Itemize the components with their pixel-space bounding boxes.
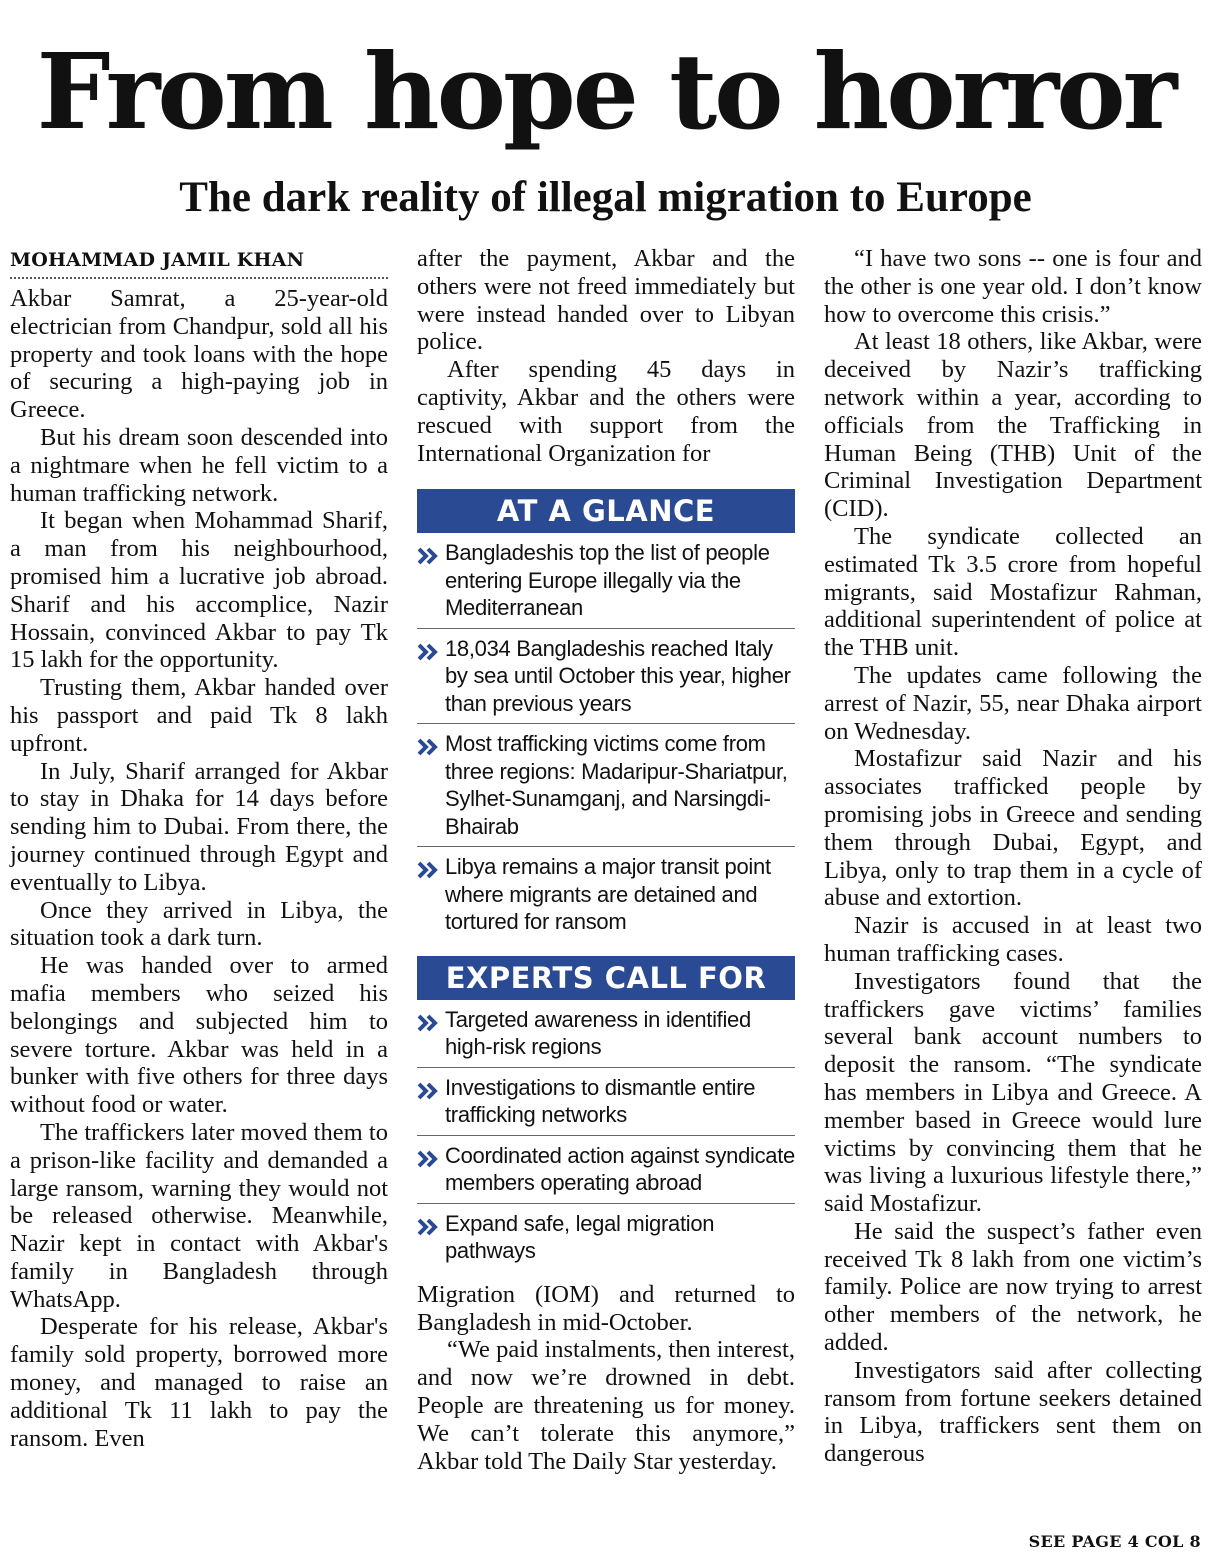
- paragraph: Migration (IOM) and returned to Bangladesh in mid-October.: [417, 1280, 795, 1336]
- paragraph: In July, Sharif arranged for Akbar to stay in Dhaka for 14 days before sending him to Dubai. From there, the journey continued through Egypt and eventually to Libya.: [10, 757, 388, 896]
- glance-item: [417, 724, 795, 847]
- paragraph: He was handed over to armed mafia members who seized his belongings and subjected him to severe torture. Akbar was held in a bunker with five others for three days without food or water.: [10, 952, 388, 1119]
- experts-call-for-title: EXPERTS CALL FOR: [417, 956, 795, 1000]
- double-chevron-right-icon: [417, 1215, 445, 1243]
- paragraph: Mostafizur said Nazir and his associates trafficked people by promising jobs in Greece and sending them through Dubai, Egypt, and Libya, only to trap them in a cycle of abuse and extortion.: [824, 745, 1202, 912]
- experts-item-text: Investigations to dismantle entire trafficking networks: [445, 1074, 756, 1128]
- experts-item: [417, 1000, 795, 1068]
- double-chevron-right-icon: [417, 640, 445, 668]
- article-column-2: [417, 245, 795, 1475]
- paragraph: It began when Mohammad Sharif, a man from his neighbourhood, promised him a lucrative job abroad. Sharif and his accomplice, Nazir Hossain, convinced Akbar to pay Tk 15 lakh for the opportunity.: [10, 507, 388, 674]
- paragraph: Trusting them, Akbar handed over his passport and paid Tk 8 lakh upfront.: [10, 674, 388, 757]
- experts-item: [417, 1136, 795, 1204]
- double-chevron-right-icon: [417, 1079, 445, 1107]
- paragraph: “I have two sons -- one is four and the other is one year old. I don’t know how to overcome this crisis.”: [824, 245, 1202, 328]
- at-a-glance-box: [417, 489, 795, 1271]
- paragraph: Investigators said after collecting ransom from fortune seekers detained in Libya, traffickers sent them on dangerous: [824, 1356, 1202, 1468]
- paragraph: After spending 45 days in captivity, Akbar and the others were rescued with support from the International Organization for: [417, 356, 795, 467]
- double-chevron-right-icon: [417, 1147, 445, 1175]
- double-chevron-right-icon: [417, 544, 445, 572]
- at-a-glance-title: AT A GLANCE: [417, 489, 795, 533]
- paragraph: Nazir is accused in at least two human trafficking cases.: [824, 912, 1202, 967]
- glance-item-text: Libya remains a major transit point where migrants are detained and tortured for ransom: [445, 854, 771, 935]
- glance-item: [417, 847, 795, 942]
- glance-item: [417, 629, 795, 725]
- headline: From hope to horror: [36, 30, 1175, 153]
- experts-item-text: Coordinated action against syndicate members operating abroad: [445, 1142, 795, 1196]
- paragraph: The updates came following the arrest of Nazir, 55, near Dhaka airport on Wednesday.: [824, 661, 1202, 745]
- paragraph: after the payment, Akbar and the others were not freed immediately but were instead handed over to Libyan police.: [417, 245, 795, 356]
- paragraph: At least 18 others, like Akbar, were deceived by Nazir’s trafficking network within a year, according to officials from the Trafficking in Human Being (THB) Unit of the Criminal Investigation Department (CID).: [824, 328, 1202, 523]
- paragraph: He said the suspect’s father even received Tk 8 lakh from one victim’s family. Police are now trying to arrest other members of the network, he added.: [824, 1217, 1202, 1357]
- experts-item: [417, 1204, 795, 1271]
- subhead: The dark reality of illegal migration to Europe: [179, 174, 1032, 221]
- paragraph: Desperate for his release, Akbar's family sold property, borrowed more money, and managed to raise an additional Tk 11 lakh to pay the ransom. Even: [10, 1313, 388, 1452]
- byline: MOHAMMAD JAMIL KHAN: [10, 245, 388, 279]
- double-chevron-right-icon: [417, 735, 445, 763]
- glance-item-text: Bangladeshis top the list of people entering Europe illegally via the Mediterranean: [445, 540, 770, 621]
- paragraph: Akbar Samrat, a 25-year-old electrician from Chandpur, sold all his property and took loans with the hope of securing a high-paying job in Greece.: [10, 285, 388, 424]
- paragraph: But his dream soon descended into a nightmare when he fell victim to a human trafficking network.: [10, 423, 388, 507]
- glance-item-text: Most trafficking victims come from three regions: Madaripur-Shariatpur, Sylhet-Sunamganj, and Narsingdi-Bhairab: [445, 731, 788, 839]
- article-column-3: [824, 245, 1202, 1468]
- glance-item-text: 18,034 Bangladeshis reached Italy by sea until October this year, higher than previous years: [445, 635, 791, 716]
- paragraph: “We paid instalments, then interest, and now we’re drowned in debt. People are threatening us for money. We can’t tolerate this anymore,” Akbar told The Daily Star yesterday.: [417, 1336, 795, 1475]
- paragraph: Once they arrived in Libya, the situation took a dark turn.: [10, 896, 388, 952]
- paragraph: Investigators found that the traffickers gave victims’ families several bank account numbers to deposit the ransom. “The syndicate has members in Libya and Greece. A member based in Greece would lure victims by convincing them that he was living a luxurious lifestyle there,” said Mostafizur.: [824, 967, 1202, 1218]
- double-chevron-right-icon: [417, 858, 445, 886]
- glance-item: [417, 533, 795, 629]
- experts-item-text: Expand safe, legal migration pathways: [445, 1210, 715, 1264]
- paragraph: The syndicate collected an estimated Tk 3.5 crore from hopeful migrants, said Mostafizur Rahman, additional superintendent of police at the THB unit.: [824, 522, 1202, 662]
- experts-item: [417, 1068, 795, 1136]
- continued-see-page[interactable]: SEE PAGE 4 COL 8: [1028, 1532, 1201, 1551]
- article-column-1: [10, 245, 388, 1452]
- experts-item-text: Targeted awareness in identified high-risk regions: [445, 1006, 751, 1060]
- paragraph: The traffickers later moved them to a prison-like facility and demanded a large ransom, warning they would not be released otherwise. Meanwhile, Nazir kept in contact with Akbar's family in Bangladesh through WhatsApp.: [10, 1118, 388, 1313]
- double-chevron-right-icon: [417, 1011, 445, 1039]
